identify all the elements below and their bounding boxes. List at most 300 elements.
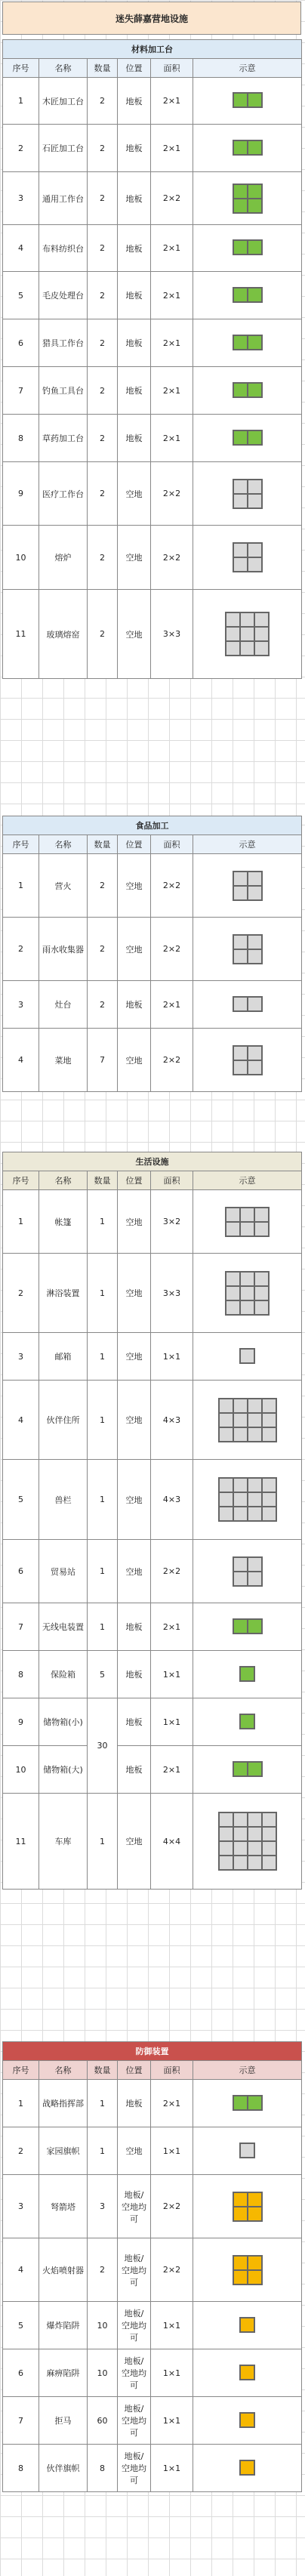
footprint-cell [240, 1208, 254, 1222]
footprint-cell [248, 1557, 262, 1572]
footprint-cell [233, 1827, 248, 1841]
cell-name: 草药加工台 [39, 415, 88, 462]
table-row [3, 981, 302, 1029]
cell-quantity: 2 [88, 319, 118, 367]
footprint-cell [248, 1572, 262, 1586]
cell-index: 3 [3, 2175, 39, 2238]
footprint-cell [240, 1349, 254, 1363]
footprint-diagram [218, 1398, 277, 1442]
cell-area: 1×1 [151, 2397, 193, 2445]
cell-quantity: 2 [88, 2238, 118, 2302]
footprint-cell [233, 557, 248, 572]
cell-name: 毛皮处理台 [39, 272, 88, 319]
cell-area: 2×1 [151, 78, 193, 125]
section-2 [2, 816, 301, 1092]
footprint-cell [248, 1841, 262, 1856]
cell-quantity: 1 [88, 1460, 118, 1540]
table-row [3, 918, 302, 981]
footprint-cell [226, 1272, 240, 1286]
cell-position: 空地 [118, 526, 151, 590]
footprint-cell [233, 240, 248, 255]
footprint-cell [254, 1272, 269, 1286]
footprint-cell [248, 1060, 262, 1075]
cell-diagram [193, 367, 302, 415]
footprint-cell [233, 494, 248, 508]
cell-diagram [193, 2238, 302, 2302]
facility-table [2, 39, 302, 679]
facility-table [2, 2041, 302, 2492]
table-row [3, 526, 302, 590]
header-name: 名称 [39, 59, 88, 78]
cell-diagram [193, 415, 302, 462]
cell-position: 地板/ 空地均 可 [118, 2238, 151, 2302]
cell-area: 2×1 [151, 415, 193, 462]
footprint-diagram [239, 1714, 255, 1729]
footprint-cell [248, 1427, 262, 1442]
footprint-cell [240, 2143, 254, 2158]
cell-index: 1 [3, 2080, 39, 2127]
footprint-cell [248, 140, 262, 155]
cell-name: 兽栏 [39, 1460, 88, 1540]
cell-quantity: 2 [88, 272, 118, 319]
footprint-diagram [233, 996, 263, 1012]
footprint-diagram [233, 239, 263, 255]
table-row [3, 590, 302, 679]
table-row [3, 1794, 302, 1890]
footprint-cell [262, 1827, 276, 1841]
cell-area: 2×1 [151, 1603, 193, 1651]
header-area: 面积 [151, 2061, 193, 2080]
table-row [3, 1254, 302, 1333]
facility-table [2, 1152, 302, 1890]
footprint-cell [240, 2413, 254, 2427]
footprint-cell [248, 1478, 262, 1492]
cell-quantity: 7 [88, 1029, 118, 1092]
cell-area: 4×3 [151, 1381, 193, 1460]
cell-position: 空地 [118, 590, 151, 679]
footprint-cell [240, 641, 254, 656]
header-qty: 数量 [88, 2061, 118, 2080]
cell-diagram [193, 1381, 302, 1460]
cell-index: 11 [3, 590, 39, 679]
cell-quantity: 2 [88, 854, 118, 918]
cell-position: 空地 [118, 1029, 151, 1092]
footprint-diagram [218, 1477, 277, 1522]
table-row [3, 2080, 302, 2127]
cell-index: 6 [3, 1540, 39, 1603]
footprint-diagram [233, 2192, 263, 2222]
cell-index: 7 [3, 1603, 39, 1651]
cell-quantity: 1 [88, 1254, 118, 1333]
cell-index: 2 [3, 918, 39, 981]
cell-index: 7 [3, 2397, 39, 2445]
cell-area: 4×3 [151, 1460, 193, 1540]
cell-index: 2 [3, 1254, 39, 1333]
footprint-cell [219, 1812, 233, 1827]
footprint-cell [233, 543, 248, 557]
table-row [3, 272, 302, 319]
table-row [3, 2302, 302, 2349]
table-row [3, 2349, 302, 2397]
footprint-cell [233, 1492, 248, 1507]
cell-index: 4 [3, 2238, 39, 2302]
footprint-diagram [233, 287, 263, 303]
footprint-cell [233, 1619, 248, 1634]
table-row [3, 854, 302, 918]
header-demo: 示意 [193, 1171, 302, 1190]
cell-index: 3 [3, 172, 39, 225]
cell-diagram [193, 854, 302, 918]
cell-position: 地板/ 空地均 可 [118, 2445, 151, 2492]
footprint-diagram [233, 335, 263, 350]
cell-position: 地板 [118, 981, 151, 1029]
cell-position: 地板 [118, 415, 151, 462]
table-row [3, 2238, 302, 2302]
footprint-cell [233, 93, 248, 107]
cell-name: 弩箭塔 [39, 2175, 88, 2238]
footprint-cell [233, 184, 248, 199]
cell-name: 爆炸陷阱 [39, 2302, 88, 2349]
table-row [3, 1746, 302, 1794]
cell-position: 空地 [118, 1333, 151, 1381]
header-demo: 示意 [193, 59, 302, 78]
cell-quantity: 60 [88, 2397, 118, 2445]
cell-index: 4 [3, 1381, 39, 1460]
footprint-cell [233, 1572, 248, 1586]
cell-name: 储物箱(小) [39, 1698, 88, 1746]
header-idx: 序号 [3, 59, 39, 78]
footprint-cell [233, 1856, 248, 1870]
cell-position: 地板 [118, 78, 151, 125]
cell-index: 6 [3, 319, 39, 367]
header-row [3, 2061, 302, 2080]
cell-quantity: 2 [88, 590, 118, 679]
cell-diagram [193, 1460, 302, 1540]
footprint-cell [233, 997, 248, 1011]
cell-quantity: 2 [88, 415, 118, 462]
cell-diagram [193, 2127, 302, 2175]
footprint-cell [240, 1714, 254, 1729]
section-title: 生活设施 [3, 1152, 302, 1171]
section-title: 食品加工 [3, 816, 302, 835]
cell-diagram [193, 2445, 302, 2492]
cell-area: 3×2 [151, 1190, 193, 1254]
cell-position: 空地 [118, 2127, 151, 2175]
cell-area: 2×1 [151, 2080, 193, 2127]
header-idx: 序号 [3, 2061, 39, 2080]
footprint-diagram [233, 542, 263, 572]
cell-quantity: 2 [88, 225, 118, 272]
cell-quantity: 1 [88, 1190, 118, 1254]
cell-name: 木匠加工台 [39, 78, 88, 125]
footprint-cell [254, 1286, 269, 1300]
footprint-cell [233, 335, 248, 350]
footprint-diagram [233, 430, 263, 446]
cell-area: 2×2 [151, 2175, 193, 2238]
footprint-cell [219, 1856, 233, 1870]
cell-area: 2×2 [151, 462, 193, 526]
cell-diagram [193, 2080, 302, 2127]
footprint-cell [248, 557, 262, 572]
cell-name: 布料纺织台 [39, 225, 88, 272]
cell-index: 3 [3, 1333, 39, 1381]
footprint-cell [254, 1222, 269, 1236]
footprint-diagram [239, 2365, 255, 2380]
page-title: 迷失薛嘉营地设施 [2, 2, 301, 35]
header-area: 面积 [151, 59, 193, 78]
footprint-cell [254, 1208, 269, 1222]
header-pos: 位置 [118, 59, 151, 78]
cell-index: 10 [3, 526, 39, 590]
header-row [3, 835, 302, 854]
cell-index: 2 [3, 2127, 39, 2175]
cell-index: 9 [3, 1698, 39, 1746]
cell-name: 通用工作台 [39, 172, 88, 225]
footprint-cell [240, 1300, 254, 1315]
cell-area: 2×2 [151, 918, 193, 981]
footprint-cell [248, 1827, 262, 1841]
cell-index: 8 [3, 415, 39, 462]
footprint-cell [226, 1300, 240, 1315]
footprint-cell [262, 1492, 276, 1507]
footprint-diagram [239, 2460, 255, 2476]
footprint-diagram [233, 479, 263, 509]
header-demo: 示意 [193, 835, 302, 854]
cell-quantity: 8 [88, 2445, 118, 2492]
table-row [3, 2397, 302, 2445]
cell-diagram [193, 2349, 302, 2397]
cell-area: 2×1 [151, 1746, 193, 1794]
cell-name: 贸易站 [39, 1540, 88, 1603]
cell-name: 无线电装置 [39, 1603, 88, 1651]
footprint-diagram [233, 871, 263, 901]
footprint-diagram [225, 1271, 270, 1316]
cell-quantity: 1 [88, 1794, 118, 1890]
footprint-cell [262, 1413, 276, 1427]
cell-diagram [193, 1190, 302, 1254]
cell-name: 储物箱(大) [39, 1746, 88, 1794]
footprint-cell [233, 2192, 248, 2207]
cell-quantity: 5 [88, 1651, 118, 1698]
table-row [3, 2445, 302, 2492]
cell-area: 2×1 [151, 319, 193, 367]
table-row [3, 1540, 302, 1603]
cell-diagram [193, 981, 302, 1029]
footprint-cell [262, 1507, 276, 1521]
header-qty: 数量 [88, 59, 118, 78]
cell-position: 地板 [118, 272, 151, 319]
footprint-diagram [225, 1207, 270, 1237]
cell-index: 3 [3, 981, 39, 1029]
cell-quantity: 1 [88, 1381, 118, 1460]
footprint-cell [248, 335, 262, 350]
cell-area: 2×2 [151, 172, 193, 225]
footprint-cell [233, 1557, 248, 1572]
section-title: 防御装置 [3, 2042, 302, 2061]
cell-quantity: 2 [88, 367, 118, 415]
footprint-cell [233, 872, 248, 886]
facility-table [2, 816, 302, 1092]
table-row [3, 1381, 302, 1460]
cell-name: 猎具工作台 [39, 319, 88, 367]
cell-index: 1 [3, 854, 39, 918]
footprint-cell [233, 1427, 248, 1442]
cell-quantity: 1 [88, 1540, 118, 1603]
cell-area: 2×1 [151, 981, 193, 1029]
footprint-cell [233, 1812, 248, 1827]
cell-name: 帐篷 [39, 1190, 88, 1254]
cell-area: 2×1 [151, 367, 193, 415]
cell-area: 4×4 [151, 1794, 193, 1890]
cell-area: 1×1 [151, 2445, 193, 2492]
footprint-cell [219, 1827, 233, 1841]
cell-name: 邮箱 [39, 1333, 88, 1381]
footprint-diagram [233, 1045, 263, 1075]
cell-area: 2×2 [151, 526, 193, 590]
header-name: 名称 [39, 2061, 88, 2080]
footprint-cell [262, 1478, 276, 1492]
footprint-cell [248, 2096, 262, 2110]
footprint-cell [262, 1427, 276, 1442]
footprint-cell [233, 1413, 248, 1427]
footprint-cell [240, 1272, 254, 1286]
cell-area: 1×1 [151, 1333, 193, 1381]
footprint-cell [233, 1507, 248, 1521]
footprint-cell [233, 383, 248, 397]
cell-position: 地板 [118, 1651, 151, 1698]
footprint-diagram [225, 612, 270, 656]
cell-index: 8 [3, 1651, 39, 1698]
footprint-cell [254, 641, 269, 656]
cell-diagram [193, 590, 302, 679]
table-row [3, 1029, 302, 1092]
cell-diagram [193, 172, 302, 225]
footprint-cell [240, 2318, 254, 2332]
cell-index: 1 [3, 78, 39, 125]
footprint-cell [226, 1208, 240, 1222]
footprint-diagram [233, 1761, 263, 1777]
footprint-cell [233, 1841, 248, 1856]
table-row [3, 1333, 302, 1381]
table-row [3, 2175, 302, 2238]
cell-name: 火焰喷射器 [39, 2238, 88, 2302]
footprint-diagram [233, 1556, 263, 1587]
footprint-cell [248, 543, 262, 557]
footprint-cell [240, 1222, 254, 1236]
footprint-cell [248, 1399, 262, 1413]
cell-diagram [193, 225, 302, 272]
cell-index: 5 [3, 1460, 39, 1540]
cell-index: 6 [3, 2349, 39, 2397]
footprint-cell [248, 383, 262, 397]
cell-area: 1×1 [151, 1698, 193, 1746]
cell-area: 1×1 [151, 1651, 193, 1698]
footprint-cell [248, 2207, 262, 2221]
cell-name: 灶台 [39, 981, 88, 1029]
header-row [3, 1171, 302, 1190]
footprint-cell [233, 1399, 248, 1413]
cell-diagram [193, 1540, 302, 1603]
section-1 [2, 39, 301, 679]
table-row [3, 367, 302, 415]
cell-quantity: 30 [88, 1698, 118, 1794]
cell-name: 熔炉 [39, 526, 88, 590]
cell-quantity: 2 [88, 125, 118, 172]
cell-position: 空地 [118, 854, 151, 918]
section-4 [2, 2041, 301, 2492]
cell-area: 2×1 [151, 225, 193, 272]
cell-diagram [193, 2175, 302, 2238]
cell-quantity: 3 [88, 2175, 118, 2238]
cell-position: 地板 [118, 367, 151, 415]
cell-position: 地板/ 空地均 可 [118, 2302, 151, 2349]
cell-area: 1×1 [151, 2302, 193, 2349]
footprint-cell [248, 1413, 262, 1427]
cell-index: 9 [3, 462, 39, 526]
header-pos: 位置 [118, 1171, 151, 1190]
footprint-diagram [233, 2095, 263, 2111]
footprint-diagram [233, 184, 263, 214]
footprint-cell [262, 1812, 276, 1827]
section-3 [2, 1152, 301, 1890]
footprint-cell [219, 1427, 233, 1442]
cell-quantity: 2 [88, 172, 118, 225]
cell-position: 地板 [118, 172, 151, 225]
footprint-cell [233, 1046, 248, 1060]
cell-name: 钓鱼工具台 [39, 367, 88, 415]
cell-position: 空地 [118, 1254, 151, 1333]
cell-diagram [193, 319, 302, 367]
footprint-cell [248, 997, 262, 1011]
cell-index: 8 [3, 2445, 39, 2492]
cell-position: 空地 [118, 1540, 151, 1603]
footprint-diagram [239, 2412, 255, 2428]
header-area: 面积 [151, 1171, 193, 1190]
footprint-cell [240, 612, 254, 627]
cell-position: 地板 [118, 2080, 151, 2127]
header-demo: 示意 [193, 2061, 302, 2080]
cell-quantity: 2 [88, 981, 118, 1029]
cell-area: 2×2 [151, 854, 193, 918]
footprint-cell [248, 886, 262, 900]
header-area: 面积 [151, 835, 193, 854]
cell-quantity: 10 [88, 2302, 118, 2349]
footprint-cell [248, 240, 262, 255]
table-row [3, 225, 302, 272]
footprint-cell [262, 1841, 276, 1856]
table-row [3, 1190, 302, 1254]
footprint-cell [233, 140, 248, 155]
cell-position: 地板 [118, 225, 151, 272]
footprint-diagram [239, 1348, 255, 1364]
cell-index: 11 [3, 1794, 39, 1890]
footprint-cell [219, 1478, 233, 1492]
cell-diagram [193, 1698, 302, 1746]
table-row [3, 1460, 302, 1540]
footprint-diagram [239, 2143, 255, 2158]
footprint-cell [248, 1507, 262, 1521]
footprint-cell [219, 1399, 233, 1413]
footprint-cell [233, 2256, 248, 2270]
footprint-cell [233, 935, 248, 949]
footprint-diagram [233, 92, 263, 108]
cell-index: 1 [3, 1190, 39, 1254]
cell-name: 家园旗帜 [39, 2127, 88, 2175]
cell-name: 拒马 [39, 2397, 88, 2445]
cell-diagram [193, 1794, 302, 1890]
table-row [3, 462, 302, 526]
cell-diagram [193, 272, 302, 319]
